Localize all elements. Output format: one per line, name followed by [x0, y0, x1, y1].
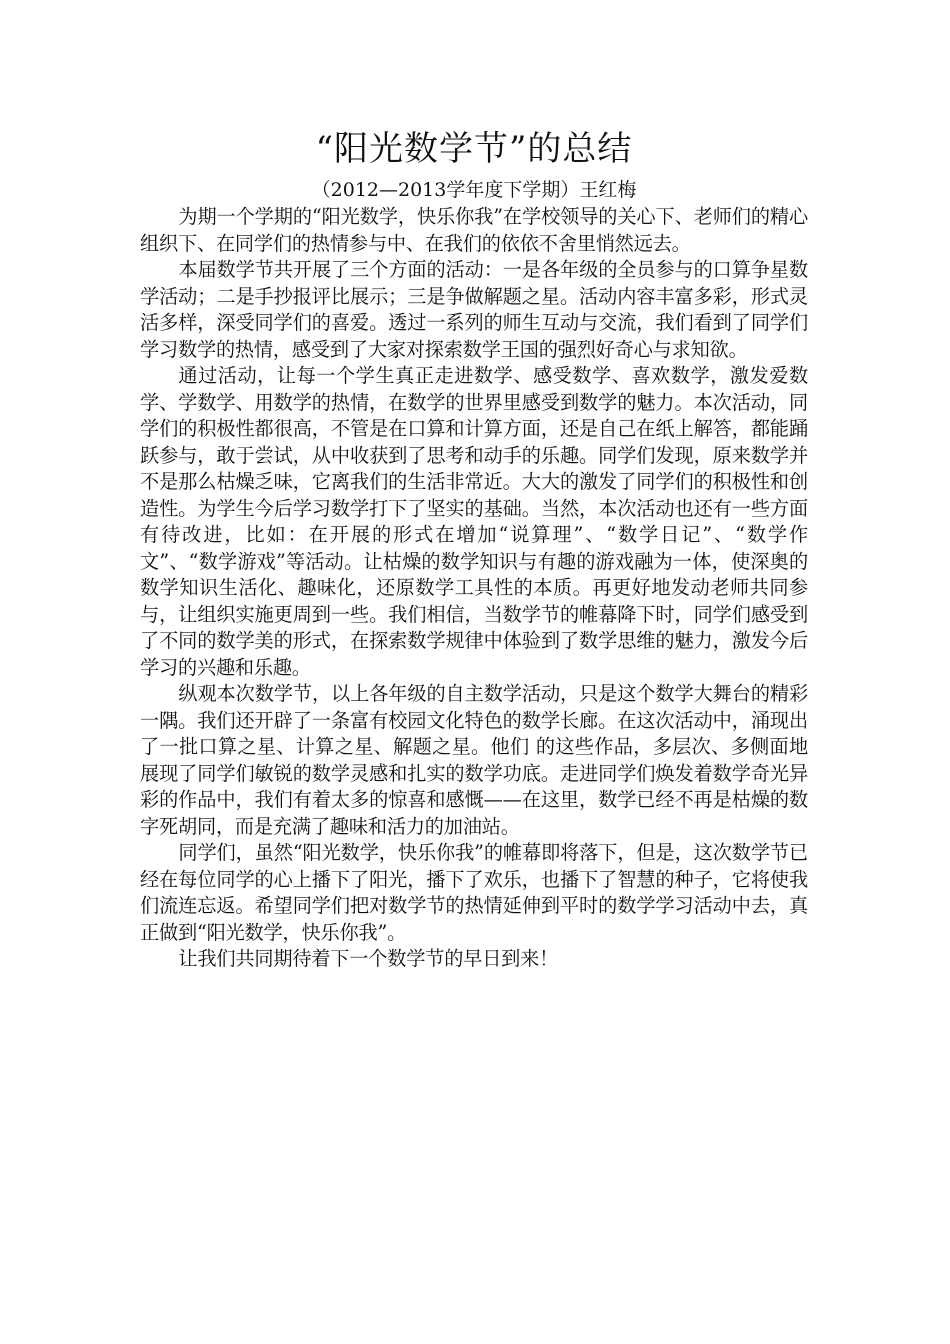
document-title: “阳光数学节”的总结	[315, 129, 633, 169]
document-subtitle: （2012—2013学年度下学期）王红梅	[311, 179, 637, 201]
paragraph-intro: 为期一个学期的“阳光数学，快乐你我”在学校领导的关心下、老师们的精心组织下、在同学们的热情参与中、在我们的依依不舍里悄然远去。	[140, 205, 808, 255]
paragraph-outcomes: 通过活动，让每一个学生真正走进数学、感受数学、喜欢数学，激发爱数学、学数学、用数学的热情，在数学的世界里感受到数学的魅力。本次活动，同学们的积极性都很高，不管是在口算和计算方面，还是自己在纸上解答，都能踊跃参与，敢于尝试，从中收获到了思考和动手的乐趣。同学们发现，原来数学并不是那么枯燥乏味，它离我们的生活非常近。大大的激发了同学们的积极性和创造性。为学生今后学习数学打下了坚实的基础。当然，本次活动也还有一些方面有待改进，比如：在开展的形式在增加“说算理”、“数学日记”、“数学作文”、“数学游戏”等活动。让枯燥的数学知识与有趣的游戏融为一体，使深奥的数学知识生活化、趣味化，还原数学工具性的本质。再更好地发动老师共同参与，让组织实施更周到一些。我们相信，当数学节的帷幕降下时，同学们感受到了不同的数学美的形式，在探索数学规律中体验到了数学思维的魅力，激发今后学习的兴趣和乐趣。	[140, 364, 808, 679]
paragraph-activities: 本届数学节共开展了三个方面的活动：一是各年级的全员参与的口算争星数学活动；二是手抄报评比展示；三是争做解题之星。活动内容丰富多彩，形式灵活多样，深受同学们的喜爱。透过一系列的师生互动与交流，我们看到了同学们学习数学的热情，感受到了大家对探索数学王国的强烈好奇心与求知欲。	[140, 258, 808, 361]
document-page	[140, 124, 808, 973]
paragraph-closing: 同学们，虽然“阳光数学，快乐你我”的帷幕即将落下，但是，这次数学节已经在每位同学的心上播下了阳光，播下了欢乐，也播下了智慧的种子，它将使我们流连忘返。希望同学们把对数学节的热情延伸到平时的数学学习活动中去，真正做到“阳光数学，快乐你我”。	[140, 841, 808, 944]
paragraph-overview: 纵观本次数学节，以上各年级的自主数学活动，只是这个数学大舞台的精彩一隅。我们还开辟了一条富有校园文化特色的数学长廊。在这次活动中，涌现出了一批口算之星、计算之星、解题之星。他们 的这些作品，多层次、多侧面地展现了同学们敏锐的数学灵感和扎实的数学功底。走进同学们焕发着数学奇光异彩的作品中，我们有着太多的惊喜和感慨——在这里，数学已经不再是枯燥的数字死胡同，而是充满了趣味和活力的加油站。	[140, 682, 808, 838]
paragraph-final: 让我们共同期待着下一个数学节的早日到来！	[178, 947, 559, 970]
